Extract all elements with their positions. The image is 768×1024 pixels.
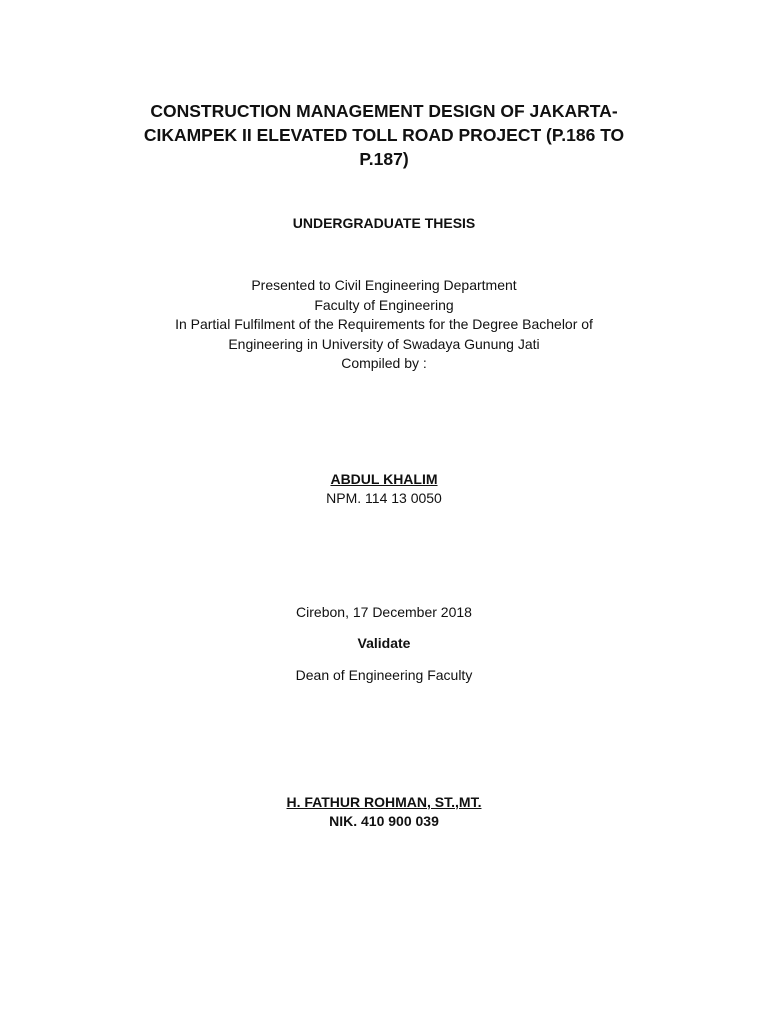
thesis-title-line-2: CIKAMPEK II ELEVATED TOLL ROAD PROJECT (P.186 TO: [143, 125, 625, 145]
presented-line-3: In Partial Fulfilment of the Requirements for the Degree Bachelor of: [175, 316, 593, 332]
signer-id-number: NIK. 410 900 039: [329, 813, 439, 829]
presented-line-5: Compiled by :: [341, 355, 427, 371]
place-and-date: Cirebon, 17 December 2018: [296, 604, 472, 620]
author-name: ABDUL KHALIM: [330, 471, 438, 487]
signer-name: H. FATHUR ROHMAN, ST.,MT.: [286, 794, 482, 810]
presented-line-1: Presented to Civil Engineering Department: [251, 277, 517, 293]
presentation-statement: [0, 276, 768, 374]
signer-role: Dean of Engineering Faculty: [295, 667, 473, 683]
presented-line-2: Faculty of Engineering: [314, 296, 454, 313]
thesis-title-line-1: CONSTRUCTION MANAGEMENT DESIGN OF JAKARTA-: [150, 101, 618, 121]
thesis-title-line-3: P.187): [359, 149, 409, 169]
validate-label: Validate: [357, 635, 411, 651]
author-student-number: NPM. 114 13 0050: [326, 490, 442, 506]
presented-line-4: Engineering in University of Swadaya Gunung Jati: [228, 335, 540, 352]
thesis-type: UNDERGRADUATE THESIS: [292, 215, 476, 231]
thesis-title: [0, 99, 768, 171]
